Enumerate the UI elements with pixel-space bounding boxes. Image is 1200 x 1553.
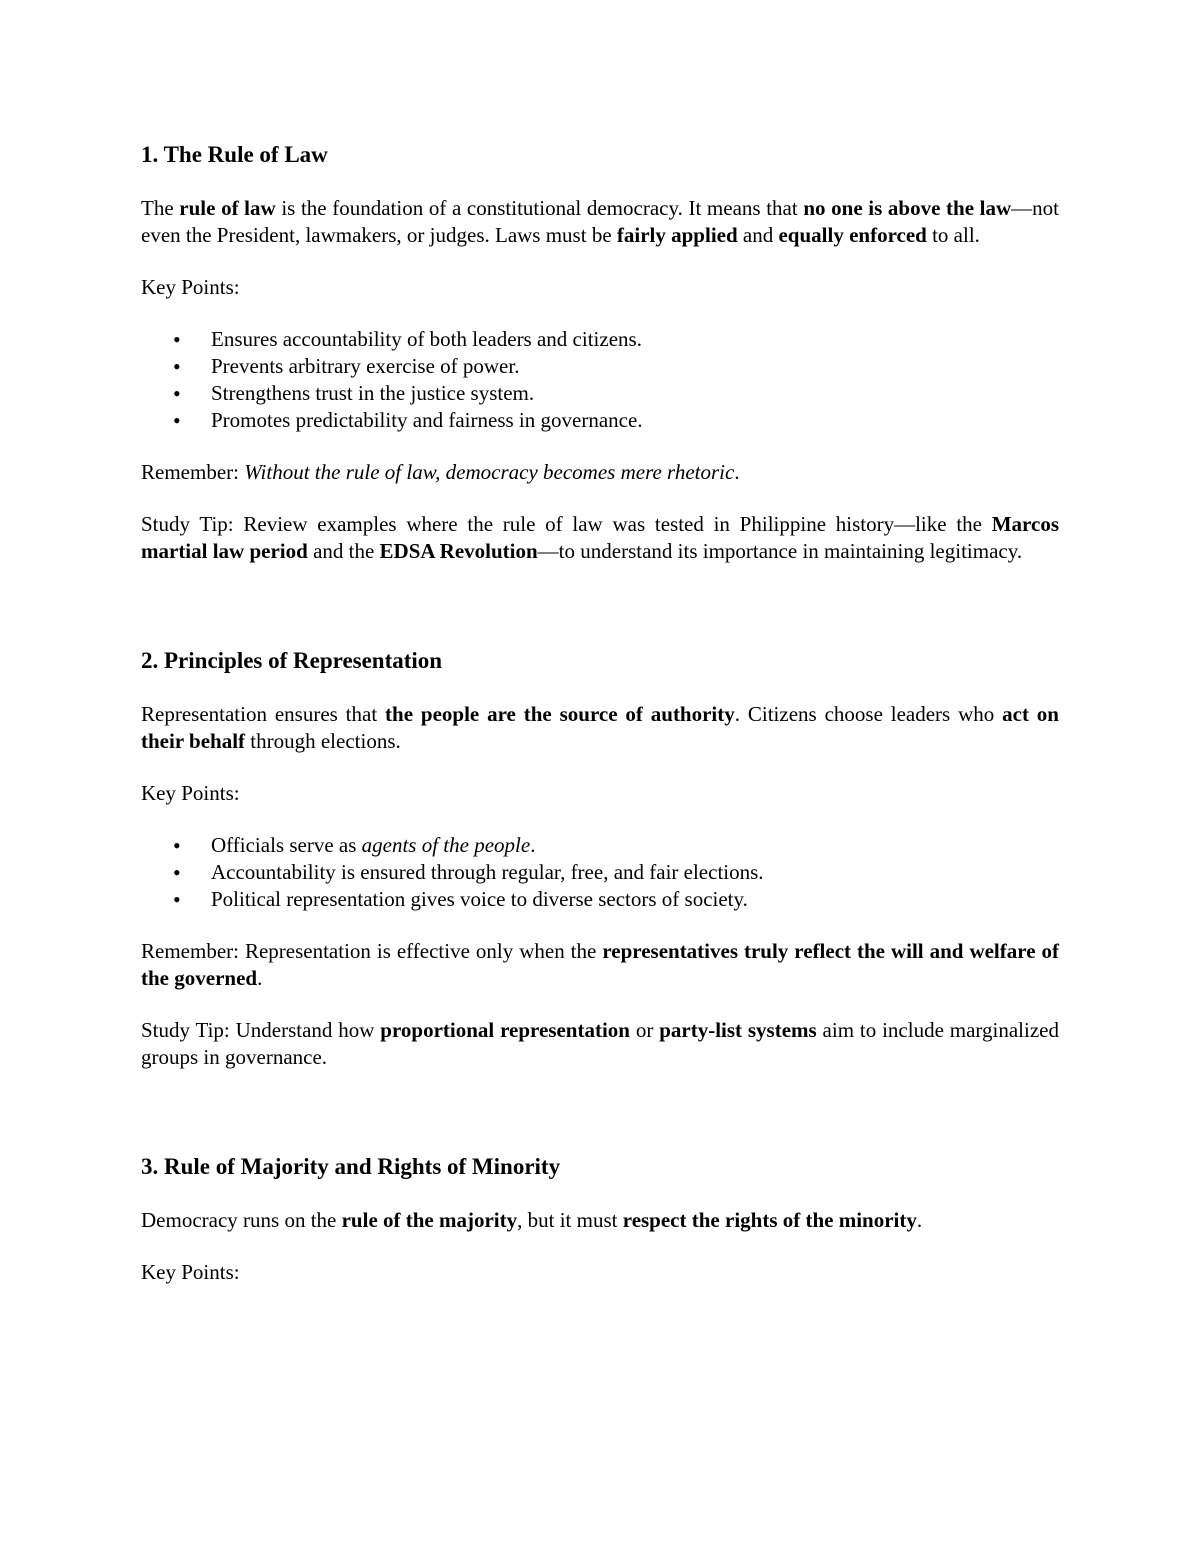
text-run: . (734, 460, 740, 484)
text-run: Political representation gives voice to diverse sectors of society. (211, 887, 748, 911)
italic-run: agents of the people (361, 833, 531, 857)
bold-run: Marcos martial law period (141, 512, 1059, 563)
text-run: Democracy runs on the (141, 1208, 342, 1232)
text-run: . (530, 833, 536, 857)
list-item (141, 886, 1059, 913)
text-run: Representation ensures that (141, 702, 386, 726)
bold-run: proportional representation (380, 1018, 630, 1042)
section-2-study-tip (141, 1017, 1059, 1071)
text-run: Remember: (141, 460, 245, 484)
text-run: . Citizens choose leaders who (734, 702, 1003, 726)
text-run: The (141, 196, 180, 220)
text-run: Study Tip: Understand how (141, 1018, 381, 1042)
text-run: or (630, 1018, 660, 1042)
bold-run: respect the rights of the minority (622, 1208, 917, 1232)
section-2-intro (141, 701, 1059, 755)
section-1-study-tip (141, 511, 1059, 565)
bold-run: fairly applied (616, 223, 738, 247)
text-run: Officials serve as (211, 833, 362, 857)
list-item: • Promotes predictability and fairness in governance. (141, 407, 1059, 434)
bold-run: no one is above the law (803, 196, 1012, 220)
text-run: —not even the President, lawmakers, or judges. Laws must be (141, 196, 1059, 247)
section-3-key-points-label: Key Points: (141, 1260, 240, 1284)
bold-run: the people are the source of authority (385, 702, 735, 726)
section-2-remember (141, 938, 1059, 992)
section-2-key-points-label: Key Points: (141, 781, 240, 805)
text-run: —to understand its importance in maintaining legitimacy. (537, 539, 1023, 563)
text-run: Remember: Representation is effective only when the (141, 939, 603, 963)
text-run: . (257, 966, 263, 990)
section-1-remember (141, 459, 1059, 486)
text-run: . (916, 1208, 923, 1232)
text-run: is the foundation of a constitutional democracy. It means that (275, 196, 804, 220)
bold-run: rule of law (179, 196, 276, 220)
section-1-bullet-list (141, 326, 1059, 434)
section-1-intro (141, 195, 1059, 249)
text-run: to all. (926, 223, 980, 247)
bold-run: act on their behalf (141, 702, 1059, 753)
bold-run: rule of the majority (341, 1208, 518, 1232)
text-run: Accountability is ensured through regular, free, and fair elections. (211, 860, 764, 884)
section-3-intro (141, 1207, 1059, 1234)
text-run: , but it must (517, 1208, 623, 1232)
section-3-heading: 3. Rule of Majority and Rights of Minority (141, 1154, 561, 1179)
section-2-heading: 2. Principles of Representation (141, 648, 443, 673)
section-1-key-points-label: Key Points: (141, 275, 240, 299)
text-run: Study Tip: Review examples where the rule of law was tested in Philippine history—like the (141, 512, 992, 536)
bold-run: party-list systems (659, 1018, 817, 1042)
text-run: through elections. (245, 729, 401, 753)
italic-run: Without the rule of law, democracy becomes mere rhetoric (244, 460, 735, 484)
section-2-bullet-list (141, 832, 1059, 913)
text-run: aim to include marginalized groups in governance. (141, 1018, 1059, 1069)
document-page (141, 140, 1059, 1286)
list-item: • Strengthens trust in the justice system. (141, 380, 1059, 407)
list-item (141, 832, 1059, 859)
text-run: and (737, 223, 779, 247)
list-item (141, 859, 1059, 886)
bold-run: equally enforced (778, 223, 927, 247)
bold-run: EDSA Revolution (379, 539, 538, 563)
list-item: • Ensures accountability of both leaders and citizens. (141, 326, 1059, 353)
bold-run: representatives truly reflect the will and welfare of the governed (141, 939, 1059, 990)
list-item: • Prevents arbitrary exercise of power. (141, 353, 1059, 380)
section-1-heading: 1. The Rule of Law (141, 142, 328, 167)
text-run: and the (307, 539, 380, 563)
